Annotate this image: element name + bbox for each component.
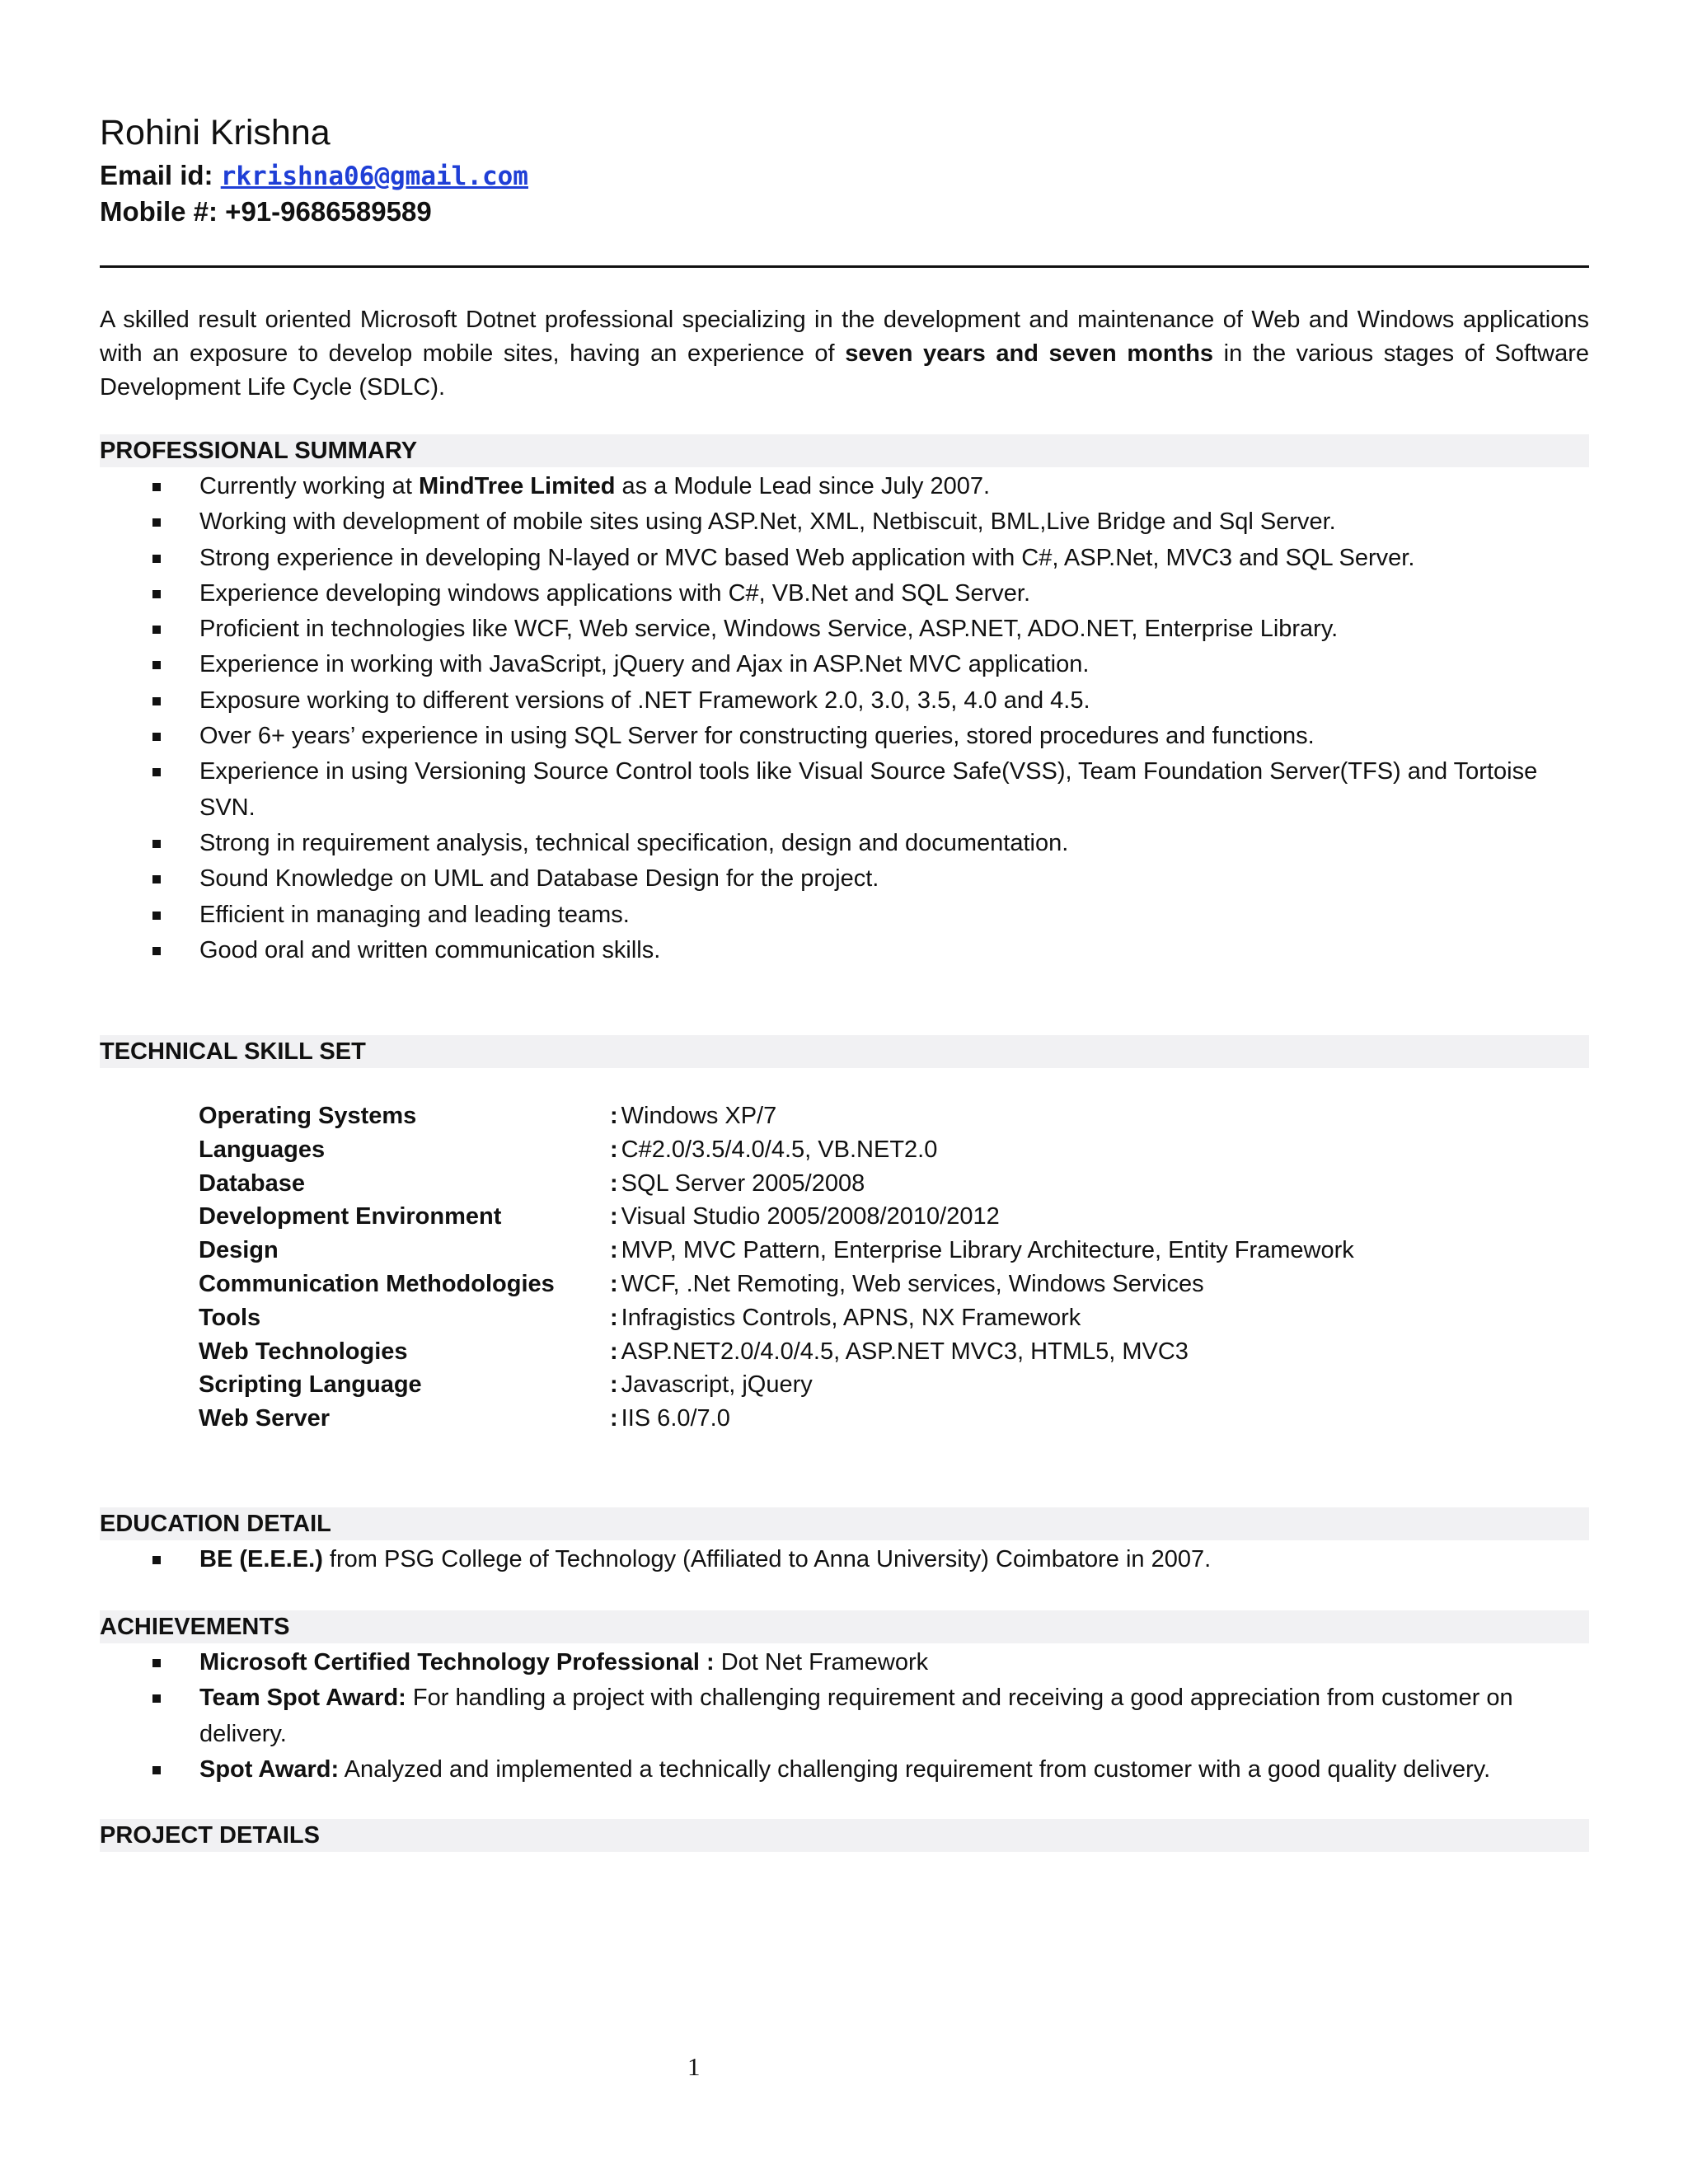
skill-name: Tools [199, 1304, 261, 1331]
list-item: Good oral and written communication skills. [100, 933, 1589, 968]
email-label: Email id: [100, 160, 221, 190]
list-item: BE (E.E.E.) from PSG College of Technology (Affiliated to Anna University) Coimbatore in 2007. [100, 1542, 1589, 1577]
skill-name: Communication Methodologies [199, 1270, 555, 1297]
achievement-title: Spot Award: [199, 1755, 340, 1783]
education-list [100, 1542, 1589, 1577]
professional-summary-list [100, 469, 1589, 968]
page-number: 1 [687, 2052, 701, 2081]
email-link[interactable]: rkrishna06@gmail.com [220, 162, 528, 191]
list-item: Spot Award: Analyzed and implemented a technically challenging requirement from customer with a good quality delivery. [100, 1752, 1589, 1788]
list-item: Proficient in technologies like WCF, Web service, Windows Service, ASP.NET, ADO.NET, Enterprise Library. [100, 612, 1589, 647]
skill-name: Scripting Language [199, 1371, 422, 1399]
degree-name: BE (E.E.E.) [199, 1546, 323, 1572]
list-item: Sound Knowledge on UML and Database Design for the project. [100, 861, 1589, 897]
list-item: Over 6+ years’ experience in using SQL Server for constructing queries, stored procedures and functions. [100, 719, 1589, 754]
section-heading-project-details: PROJECT DETAILS [100, 1819, 1589, 1852]
list-item: Strong experience in developing N-layed or MVC based Web application with C#, ASP.Net, MVC3 and SQL Server. [100, 541, 1589, 576]
skill-value: : WCF, .Net Remoting, Web services, Windows Services [610, 1270, 1204, 1297]
list-item: Experience developing windows applications with C#, VB.Net and SQL Server. [100, 576, 1589, 612]
header-divider [100, 265, 1589, 268]
candidate-name: Rohini Krishna [100, 113, 331, 152]
section-heading-achievements: ACHIEVEMENTS [100, 1610, 1589, 1643]
list-item: Strong in requirement analysis, technical specification, design and documentation. [100, 826, 1589, 861]
skill-value: : ASP.NET2.0/4.0/4.5, ASP.NET MVC3, HTML5, MVC3 [610, 1338, 1189, 1365]
skill-value: : Windows XP/7 [610, 1103, 777, 1129]
intro-experience-highlight: seven years and seven months [845, 340, 1214, 367]
intro-text-end: in the various stages of Software Development Life Cycle (SDLC). [100, 340, 1597, 401]
skill-name: Design [199, 1237, 279, 1264]
skill-name: Web Technologies [199, 1338, 408, 1365]
skill-name: Operating Systems [199, 1103, 417, 1129]
list-item: Experience in working with JavaScript, jQuery and Ajax in ASP.Net MVC application. [100, 647, 1589, 682]
list-item: Team Spot Award: For handling a project with challenging requirement and receiving a good appreciation from customer on delivery. [100, 1680, 1589, 1752]
skill-value: : SQL Server 2005/2008 [610, 1169, 865, 1197]
skill-name: Languages [199, 1136, 326, 1163]
section-heading-professional-summary: PROFESSIONAL SUMMARY [100, 434, 1589, 467]
list-item: Currently working at MindTree Limited as a Module Lead since July 2007. [100, 469, 1589, 504]
skill-value: : Infragistics Controls, APNS, NX Framework [610, 1304, 1081, 1331]
email-line [100, 158, 528, 194]
skill-value: : IIS 6.0/7.0 [610, 1405, 730, 1432]
skill-value: : MVP, MVC Pattern, Enterprise Library Architecture, Entity Framework [610, 1237, 1354, 1264]
skill-value: : C#2.0/3.5/4.0/4.5, VB.NET2.0 [610, 1136, 938, 1163]
employer-name: MindTree Limited [418, 473, 616, 499]
achievement-title: Team Spot Award: [199, 1685, 406, 1712]
achievement-title: Microsoft Certified Technology Professional : [199, 1649, 721, 1675]
achievements-list [100, 1645, 1589, 1788]
skill-value: : Javascript, jQuery [610, 1371, 813, 1399]
list-item: Experience in using Versioning Source Control tools like Visual Source Safe(VSS), Team Foundation Server(TFS) and Tortoise SVN. [100, 754, 1589, 826]
section-heading-education: EDUCATION DETAIL [100, 1507, 1589, 1540]
list-item: Microsoft Certified Technology Professional : Dot Net Framework [100, 1645, 1589, 1680]
intro-text-start: A skilled result oriented Microsoft Dotnet professional specializing in the development and maintenance of Web and Windows applications with an exposure to develop mobile sites, having an experience of [100, 307, 1597, 367]
list-item: Exposure working to different versions of .NET Framework 2.0, 3.0, 3.5, 4.0 and 4.5. [100, 683, 1589, 719]
section-heading-technical-skills: TECHNICAL SKILL SET [100, 1035, 1589, 1068]
mobile-line: Mobile #: +91-9686589589 [100, 196, 432, 227]
skill-name: Database [199, 1169, 305, 1197]
list-item: Working with development of mobile sites using ASP.Net, XML, Netbiscuit, BML,Live Bridge and Sql Server. [100, 504, 1589, 540]
intro-paragraph [100, 303, 1597, 405]
list-item: Efficient in managing and leading teams. [100, 898, 1589, 933]
skill-name: Web Server [199, 1405, 331, 1432]
skill-name: Development Environment [199, 1203, 502, 1230]
skill-value: : Visual Studio 2005/2008/2010/2012 [610, 1203, 1000, 1230]
